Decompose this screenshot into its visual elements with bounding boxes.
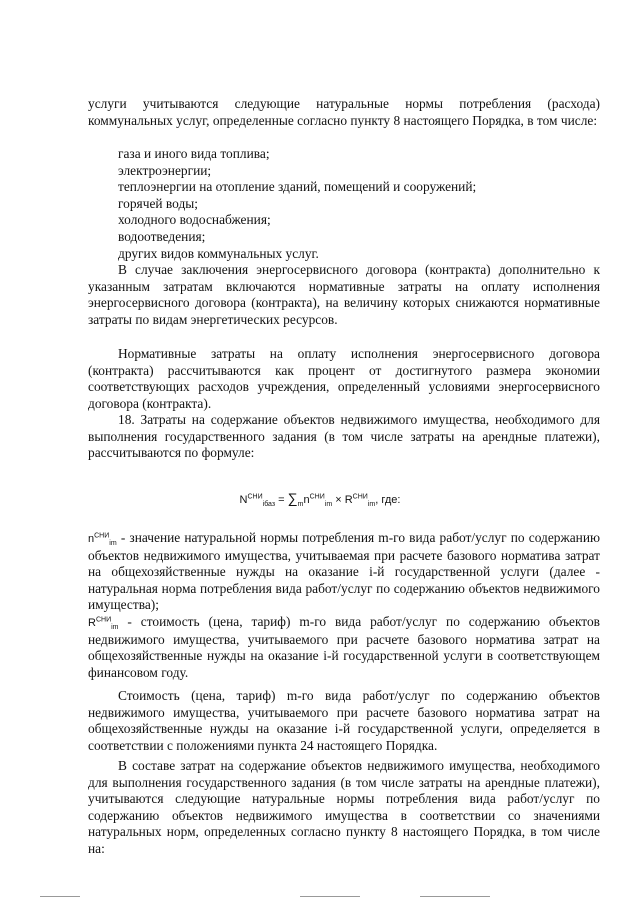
paragraph-cost-determination: Стоимость (цена, тариф) m-го вида работ/услуг по содержанию объектов недвижимого имущества, учитываемого при расчете базового норматива затрат на общехозяйственные нужды на оказание i-й государственной услуги, определяется в соответствии с положениями пункта 24 настоящего Порядка. [88, 688, 600, 753]
paragraph-item-18: 18. Затраты на содержание объектов недвижимого имущества, необходимого для выполнения государственного задания (в том числе затраты на арендные платежи), рассчитываются по формуле: [88, 412, 600, 461]
definition-n-symbol [88, 532, 117, 548]
formula [0, 490, 640, 509]
definition-r-symbol [88, 616, 119, 632]
scan-mark [40, 896, 80, 897]
formula-lhs-sup: СНИ [247, 493, 263, 501]
formula-n-sup: СНИ [309, 493, 325, 501]
definition-n-text: - значение натуральной нормы потребления m-го вида работ/услуг по содержанию объектов недвижимого имущества, учитываемая при расчете базового норматива затрат на общехозяйственные нужды на оказание i-й государственной услуги (далее - натуральная норма потребления вида работ/услуг по содержанию объектов недвижимого имущества); [88, 530, 600, 613]
formula-tail: , где: [375, 494, 401, 506]
def-n-sub: im [109, 540, 117, 548]
list-item: электроэнергии; [118, 162, 212, 178]
paragraph-utilities-intro: услуги учитываются следующие натуральные нормы потребления (расхода) коммунальных услуг, определенные согласно пункту 8 настоящего Порядка, в том числе: [88, 96, 600, 128]
formula-times: × [335, 494, 342, 506]
formula-n-sub: im [324, 501, 333, 509]
definition-r-text: - стоимость (цена, тариф) m-го вида работ/услуг по содержанию объектов недвижимого имущества, учитываемого при расчете базового норматива затрат на общехозяйственные нужды на оказание i-й государственной услуги в соответствующем финансовом году. [88, 614, 600, 680]
utilities-list [118, 146, 598, 262]
formula-n: n [303, 494, 310, 506]
list-item: холодного водоснабжения; [118, 212, 271, 228]
formula-sum-index: m [297, 501, 304, 509]
formula-equals: = [278, 494, 285, 506]
def-r-sup: СНИ [95, 616, 112, 624]
def-n-sup: СНИ [94, 532, 110, 540]
list-item: горячей воды; [118, 195, 198, 211]
list-item: газа и иного вида топлива; [118, 146, 270, 161]
paragraph-natural-norms: В составе затрат на содержание объектов недвижимого имущества, необходимого для выполнения государственного задания (в том числе затраты на арендные платежи), учитываются следующие натуральные нормы потребления вида работ/услуг по содержанию объектов недвижимого имущества в соответствии со значениями натуральных норм, определенных согласно пункту 8 настоящего Порядка, в том числе на: [88, 758, 600, 856]
formula-lhs-sub: iбаз [262, 501, 276, 509]
scan-edge-marks [20, 896, 620, 898]
paragraph-energy-service-contract: В случае заключения энергосервисного договора (контракта) дополнительно к указанным затратам включаются нормативные затраты на оплату исполнения энергосервисного договора (контракта), на величину которых снижаются нормативные затраты по видам энергетических ресурсов. [88, 262, 600, 327]
def-n-letter: n [88, 533, 95, 545]
definition-n [88, 530, 600, 614]
definition-r [88, 614, 600, 681]
scan-mark [300, 896, 360, 897]
formula-r: R [344, 494, 353, 506]
formula-r-sup: СНИ [352, 493, 368, 501]
formula-lhs: N [239, 494, 248, 506]
def-r-letter: R [88, 617, 96, 629]
scan-mark [420, 896, 490, 897]
formula-r-sub: im [367, 501, 376, 509]
paragraph-energy-service-payment: Нормативные затраты на оплату исполнения энергосервисного договора (контракта) рассчитываются как процент от достигнутого размера экономии соответствующих расходов учреждения, определенный условиями энергосервисного договора (контракта). [88, 346, 600, 411]
list-item: других видов коммунальных услуг. [118, 245, 319, 261]
list-item: водоотведения; [118, 228, 206, 244]
def-r-sub: im [111, 624, 119, 632]
list-item: теплоэнергии на отопление зданий, помещений и сооружений; [118, 179, 477, 195]
formula-sum-sign: ∑ [287, 490, 298, 506]
